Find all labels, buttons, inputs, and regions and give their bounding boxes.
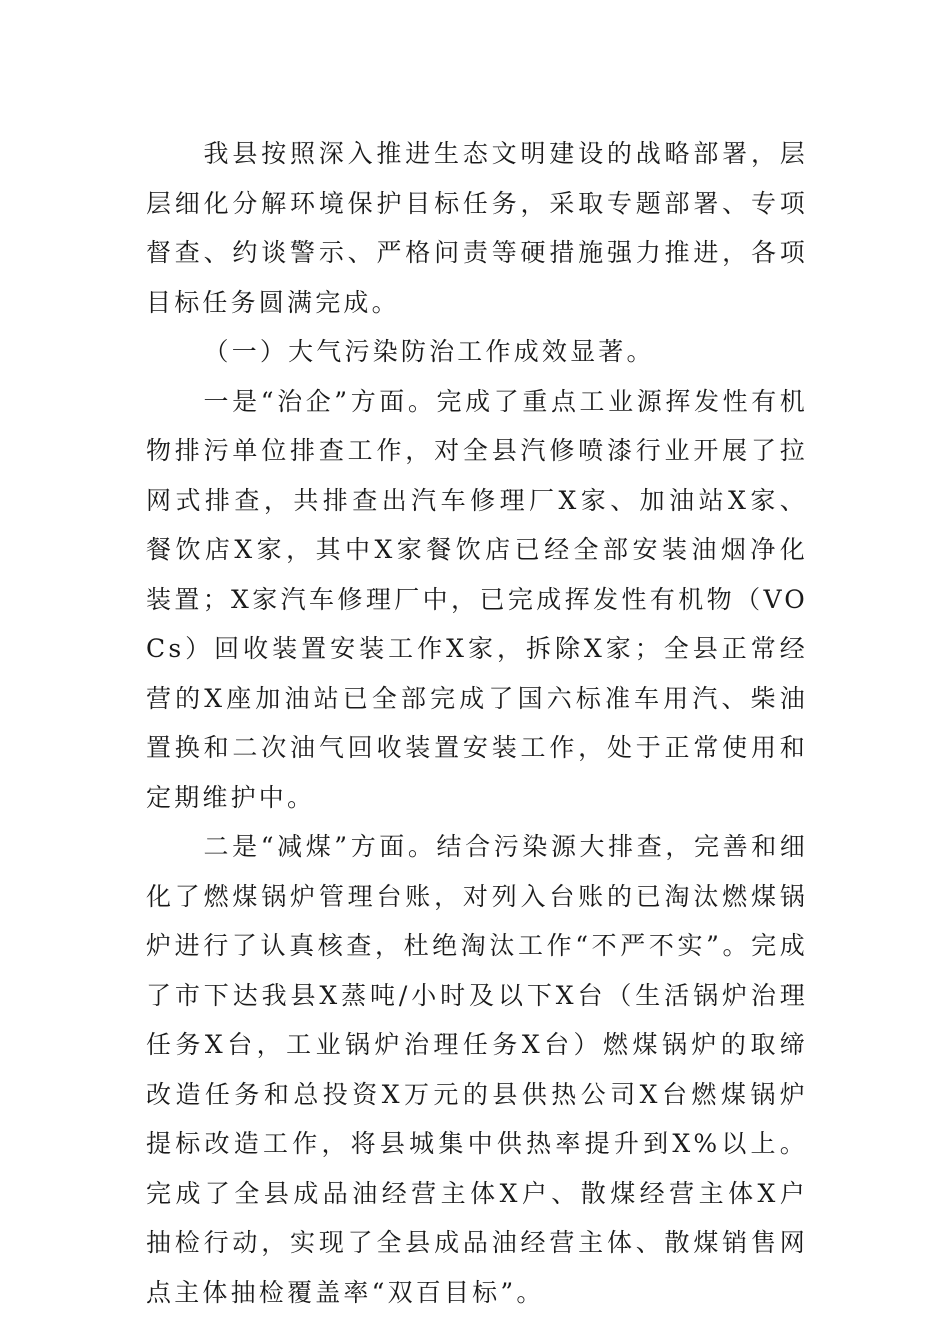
paragraph-intro: 我县按照深入推进生态文明建设的战略部署，层层细化分解环境保护目标任务，采取专题部署、专项督查、约谈警示、严格问责等硬措施强力推进，各项目标任务圆满完成。 [146, 139, 808, 317]
paragraph-coal-reduction: 二是“减煤”方面。结合污染源大排查，完善和细化了燃煤锅炉管理台账，对列入台账的已淘汰燃煤锅炉进行了认真核查，杜绝淘汰工作“不严不实”。完成了市下达我县X蒸吨/小时及以下X台（生活锅炉治理任务X台，工业锅炉治理任务X台）燃煤锅炉的取缔改造任务和总投资X万元的县供热公司X台燃煤锅炉提标改造工作，将县城集中供热率提升到X%以上。完成了全县成品油经营主体X户、散煤经营主体X户抽检行动，实现了全县成品油经营主体、散煤销售网点主体抽检覆盖率“双百目标”。 [146, 832, 808, 1307]
section-heading-air-pollution: （一）大气污染防治工作成效显著。 [203, 337, 655, 366]
paragraph-enterprise-governance: 一是“治企”方面。完成了重点工业源挥发性有机物排污单位排查工作，对全县汽修喷漆行业开展了拉网式排查，共排查出汽车修理厂X家、加油站X家、餐饮店X家，其中X家餐饮店已经全部安装油烟净化装置；X家汽车修理厂中，已完成挥发性有机物（VOCs）回收装置安装工作X家，拆除X家；全县正常经营的X座加油站已全部完成了国六标准车用汽、柴油置换和二次油气回收装置安装工作，处于正常使用和定期维护中。 [146, 386, 808, 812]
document-body [146, 129, 808, 1317]
